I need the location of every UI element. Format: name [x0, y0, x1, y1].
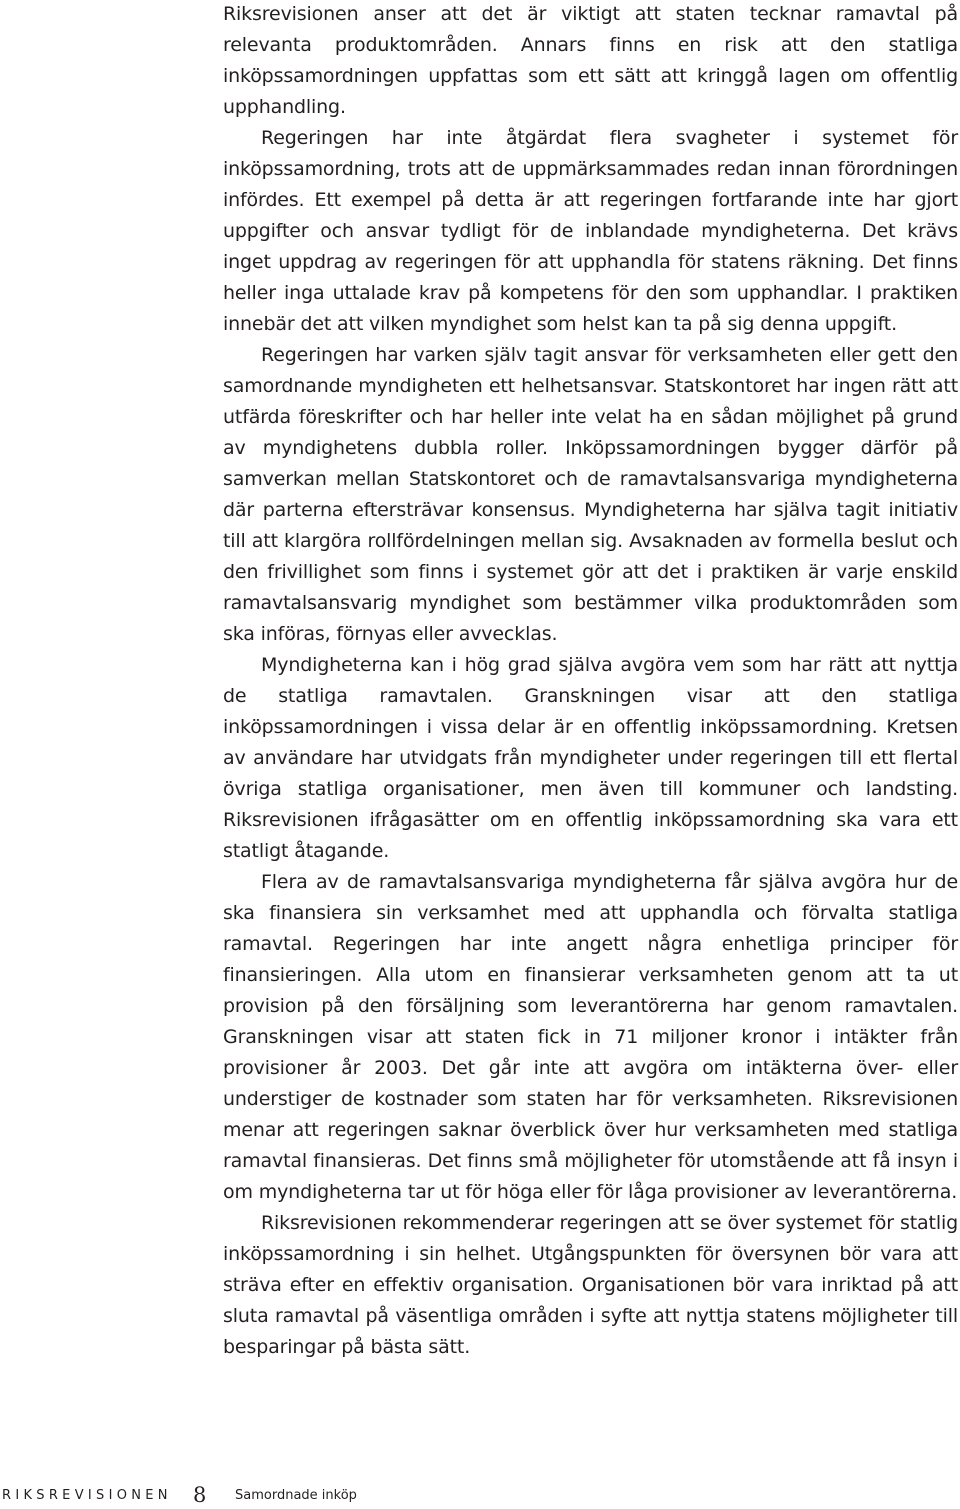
paragraph-financing: Flera av de ramavtalsansvariga myndigheterna får själva avgöra hur de ska finansiera sin verksamhet med att upphandla och förvalta statliga ramavtal. Regeringen har inte angett några enhetliga principer för finansieringen. Alla utom en finansierar verksamheten genom att ta ut provision på den försäljning som leverantörerna har genom ramavtalen. Granskningen visar att staten fick in 71 miljoner kronor i intäkter från provisioner år 2003. Det går inte att avgöra om intäkterna över- eller understiger de kostnader som staten har för verksamheten. Riksrevisionen menar att regeringen saknar överblick över hur verksamheten med statliga ramavtal finansieras. Det finns små möjligheter för utomstående att få insyn i om myndigheterna tar ut för höga eller för låga provisioner av leverantörerna. [223, 871, 958, 1203]
footer-organization: RIKSREVISIONEN [2, 1488, 172, 1503]
page-footer [0, 1484, 960, 1508]
document-body [223, 0, 958, 1363]
footer-document-title: Samordnade inköp [235, 1488, 357, 1503]
paragraph-users: Myndigheterna kan i hög grad själva avgöra vem som har rätt att nyttja de statliga ramavtalen. Granskningen visar att den statliga inköpssamordningen i vissa delar är en offentlig inköpssamordning. Kretsen av användare har utvidgats från myndigheter under regeringen till ett flertal övriga statliga organisationer, men även till kommuner och landsting. Riksrevisionen ifrågasätter om en offentlig inköpssamordning ska vara ett statligt åtagande. [223, 654, 958, 862]
paragraph-recommendation: Riksrevisionen rekommenderar regeringen att se över systemet för statlig inköpssamordning i sin helhet. Utgångspunkten för översynen bör vara att sträva efter en effektiv organisation. Organisationen bör vara inriktad på att sluta ramavtal på väsentliga områden i syfte att nyttja statens möjligheter till besparingar på bästa sätt. [223, 1212, 958, 1358]
paragraph-responsibility: Regeringen har varken själv tagit ansvar för verksamheten eller gett den samordnande myndigheten ett helhetsansvar. Statskontoret har ingen rätt att utfärda föreskrifter och har heller inte velat ha en sådan möjlighet på grund av myndighetens dubbla roller. Inköpssamordningen bygger därför på samverkan mellan Statskontoret och de ramavtalsansvariga myndigheterna där parterna eftersträvar konsensus. Myndigheterna har själva tagit initiativ till att klargöra rollfördelningen mellan sig. Avsaknaden av formella beslut och den frivillighet som finns i systemet gör att det i praktiken är varje enskild ramavtalsansvarig myndighet som bestämmer vilka produktområden som ska införas, förnyas eller avvecklas. [223, 344, 958, 645]
paragraph-intro: Riksrevisionen anser att det är viktigt att staten tecknar ramavtal på relevanta produktområden. Annars finns en risk att den statliga inköpssamordningen uppfattas som ett sätt att kringgå lagen om offentlig upphandling. [223, 3, 958, 118]
paragraph-weaknesses: Regeringen har inte åtgärdat flera svagheter i systemet för inköpssamordning, trots att de uppmärksammades redan innan förordningen infördes. Ett exempel på detta är att regeringen fortfarande inte har gjort uppgifter och ansvar tydligt för de inblandade myndigheterna. Det krävs inget uppdrag av regeringen för att upphandla för statens räkning. Det finns heller inga uttalade krav på kompetens för den som upphandlar. I praktiken innebär det att vilken myndighet som helst kan ta på sig denna uppgift. [223, 127, 958, 335]
page-number: 8 [193, 1483, 207, 1507]
